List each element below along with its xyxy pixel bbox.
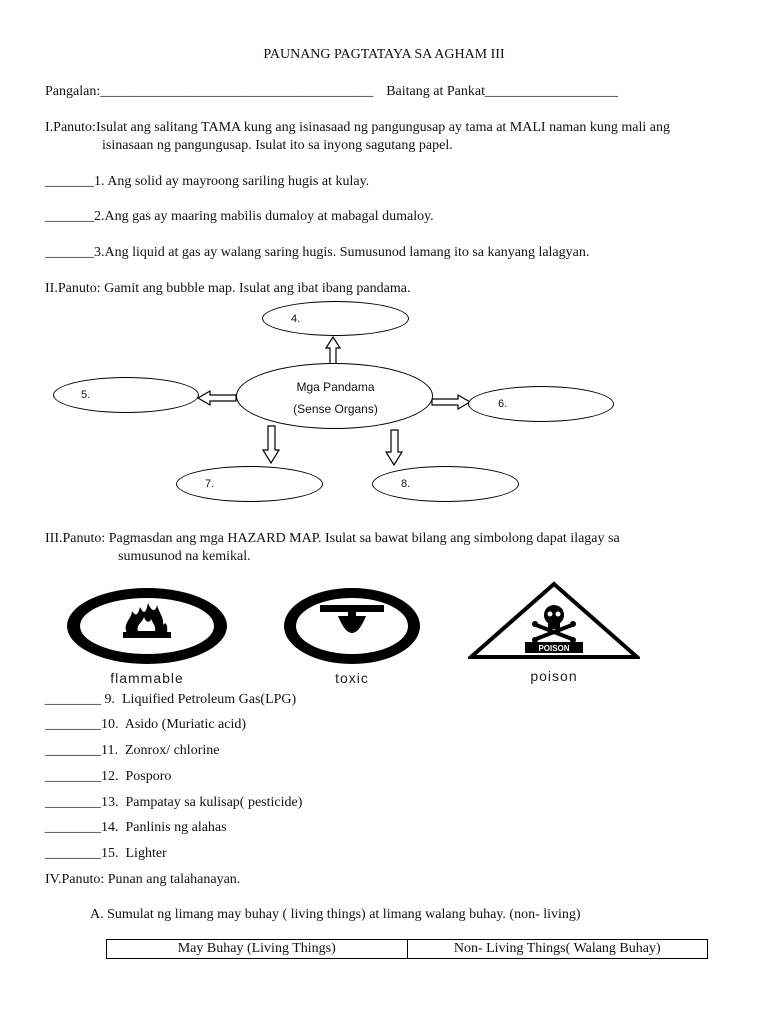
toxic-icon <box>284 588 420 664</box>
bubble-8[interactable]: 8. <box>372 466 519 502</box>
part4-sub-a: A. Sumulat ng limang may buhay ( living things) at limang walang buhay. (non- living) <box>90 907 581 922</box>
grade-section-label: Baitang at Pankat <box>386 84 485 99</box>
arrow-down-icon <box>263 426 279 463</box>
part3-directions-line1: III.Panuto: Pagmasdan ang mga HAZARD MAP. Isulat sa bawat bilang ang simbolong dapat ilagay sa <box>45 531 620 546</box>
living-nonliving-table <box>106 939 708 959</box>
center-label-line2: (Sense Organs) <box>293 402 378 416</box>
part3-item-9: ________ 9. Liquified Petroleum Gas(LPG) <box>45 692 297 707</box>
arrow-down-icon <box>386 430 402 465</box>
page-title: PAUNANG PAGTATAYA SA AGHAM III <box>263 47 505 62</box>
arrow-left-icon <box>198 391 236 405</box>
bubble-5[interactable]: 5. <box>53 377 199 413</box>
part1-directions-line1: I.Panuto:Isulat ang salitang TAMA kung ang isinasaad ng pangungusap ay tama at MALI naman kung mali ang <box>45 120 670 135</box>
part3-item-10: ________10. Asido (Muriatic acid) <box>45 717 247 732</box>
part4-directions: IV.Panuto: Punan ang talahanayan. <box>45 872 241 887</box>
student-info-line <box>45 83 618 101</box>
flammable-label: flammable <box>110 670 184 686</box>
part2-directions: II.Panuto: Gamit ang bubble map. Isulat ang ibat ibang pandama. <box>45 281 411 296</box>
table-header-nonliving: Non- Living Things( Walang Buhay) <box>407 940 708 959</box>
part3-item-12: ________12. Posporo <box>45 769 172 784</box>
part3-item-14: ________14. Panlinis ng alahas <box>45 820 227 835</box>
bubble-center <box>236 363 433 429</box>
arrow-up-icon <box>326 337 340 365</box>
part1-item-1: _______1. Ang solid ay mayroong sariling hugis at kulay. <box>45 174 370 189</box>
name-blank: _______________________________________ <box>100 84 374 99</box>
name-label: Pangalan: <box>45 84 101 99</box>
poison-symbol <box>468 581 640 661</box>
table-header-living: May Buhay (Living Things) <box>107 940 408 959</box>
part3-directions-line2: sumusunod na kemikal. <box>118 549 251 564</box>
part3-item-11: ________11. Zonrox/ chlorine <box>45 743 220 758</box>
flame-icon <box>67 588 227 664</box>
part3-item-13: ________13. Pampatay sa kulisap( pesticide) <box>45 795 303 810</box>
bubble-6[interactable]: 6. <box>468 386 614 422</box>
part3-item-15: ________15. Lighter <box>45 846 167 861</box>
bubble-4[interactable]: 4. <box>262 301 409 336</box>
poison-inner-text: POISON <box>538 644 570 653</box>
grade-section-blank: ___________________ <box>484 84 618 99</box>
part1-directions-line2: isinasaan ng pangungusap. Isulat ito sa inyong sagutang papel. <box>102 138 453 153</box>
poison-label: poison <box>530 668 578 684</box>
part1-item-3: _______3.Ang liquid at gas ay walang saring hugis. Sumusunod lamang ito sa kanyang lalagyan. <box>45 245 590 260</box>
table-header-row <box>107 940 708 959</box>
toxic-label: toxic <box>335 670 369 686</box>
flammable-symbol <box>60 585 230 667</box>
toxic-symbol <box>282 586 422 668</box>
part1-item-2: _______2.Ang gas ay maaring mabilis dumaloy at mabagal dumaloy. <box>45 209 434 224</box>
center-label-line1: Mga Pandama <box>296 380 375 394</box>
bubble-7[interactable]: 7. <box>176 466 323 502</box>
arrow-right-icon <box>432 395 470 409</box>
